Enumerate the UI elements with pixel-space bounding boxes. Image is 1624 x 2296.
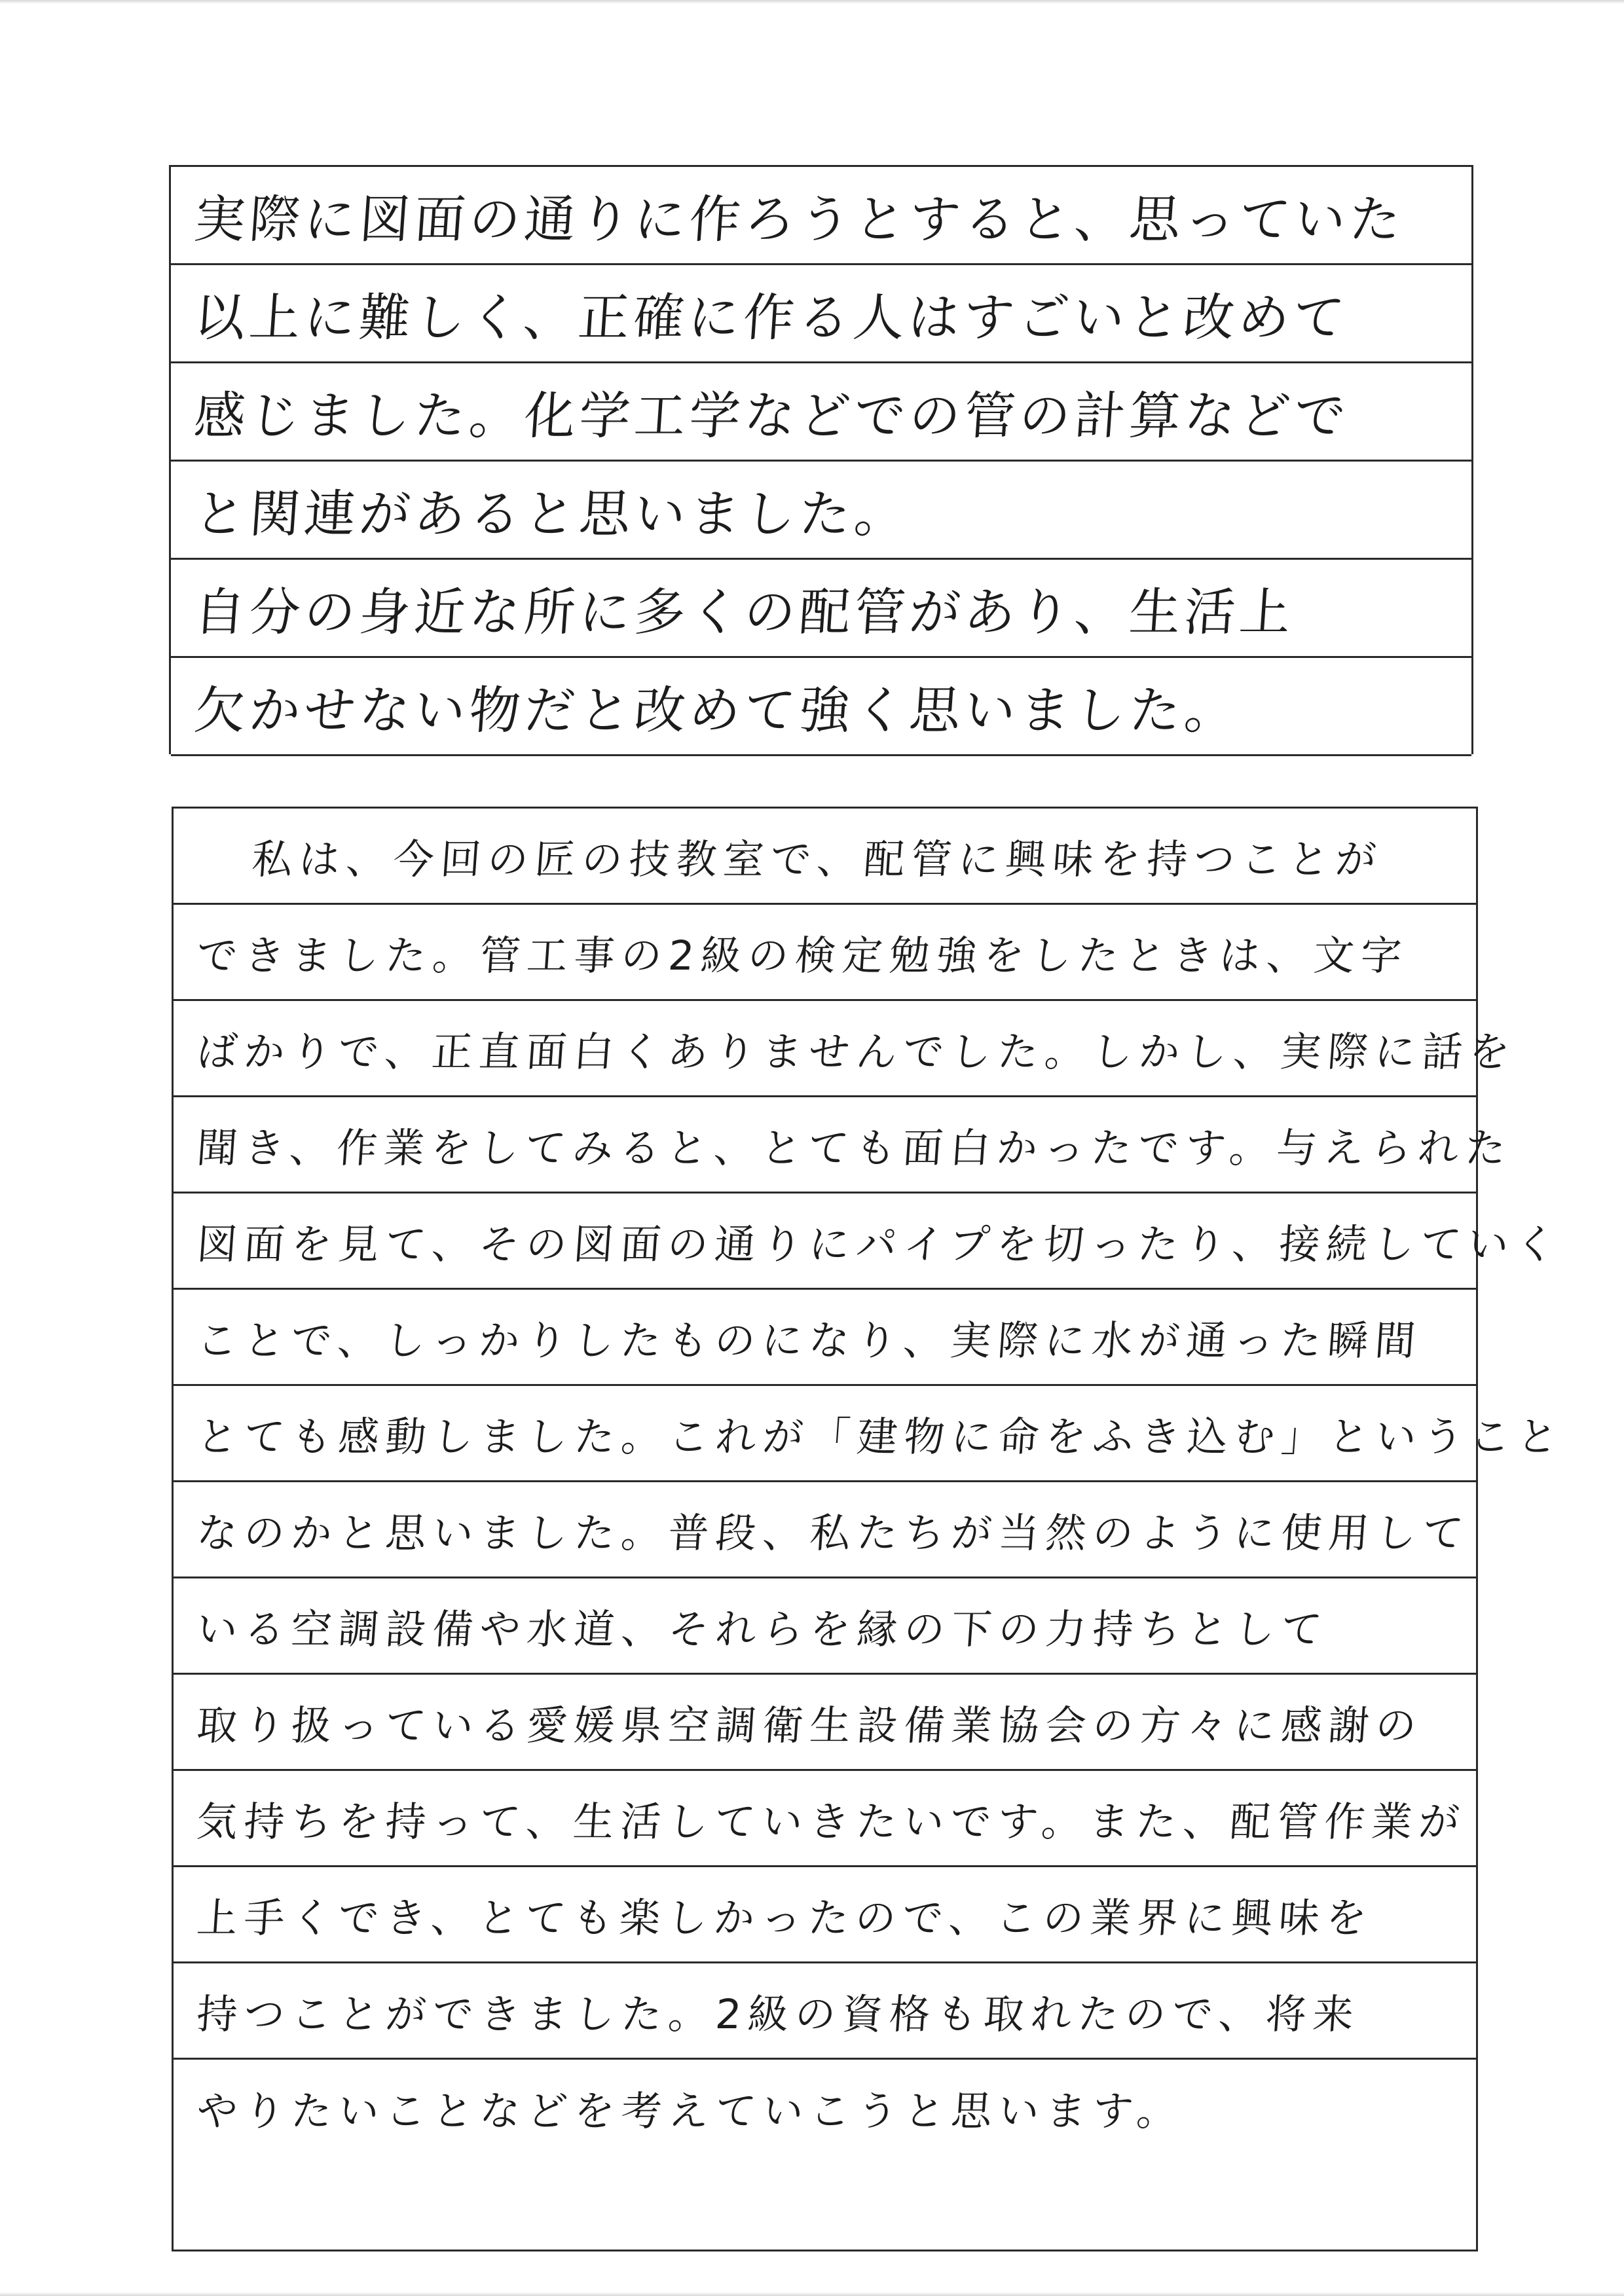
line-text: と関連があると思いました。 bbox=[192, 484, 912, 544]
line-text: 実際に図面の通りに作ろうとすると、思っていた bbox=[192, 190, 1407, 249]
handwritten-line bbox=[174, 1771, 1476, 1867]
handwritten-line bbox=[171, 560, 1471, 658]
line-text: 気持ちを持って、生活していきたいです。また、配管作業が bbox=[195, 1797, 1468, 1846]
handwritten-line bbox=[174, 1097, 1514, 1194]
handwritten-line bbox=[174, 1867, 1476, 1963]
line-text: 聞き、作業をしてみると、とても面白かったです。与えられた bbox=[195, 1123, 1514, 1172]
handwritten-line bbox=[174, 1963, 1476, 2060]
handwritten-line bbox=[174, 2060, 1476, 2156]
line-text: 自分の身近な所に多くの配管があり、生活上 bbox=[192, 583, 1297, 642]
handwritten-line bbox=[171, 167, 1471, 265]
handwritten-line bbox=[174, 1386, 1566, 1482]
line-text: 感じました。化学工学などでの管の計算などで bbox=[192, 386, 1352, 446]
handwritten-line bbox=[174, 1290, 1476, 1386]
line-text: 持つことができました。2級の資格も取れたので、将来 bbox=[195, 1990, 1362, 2038]
handwritten-line bbox=[171, 363, 1471, 462]
line-text: やりたいことなどを考えていこうと思います。 bbox=[195, 2087, 1186, 2135]
handwritten-line bbox=[174, 1675, 1476, 1771]
line-text: ばかりで、正直面白くありませんでした。しかし、実際に話を bbox=[195, 1027, 1518, 1076]
line-text: 以上に難しく、正確に作る人はすごいと改めて bbox=[192, 288, 1351, 348]
line-text: なのかと思いました。普段、私たちが当然のように使用して bbox=[195, 1508, 1472, 1557]
handwritten-line bbox=[174, 1001, 1518, 1097]
impression-box-short bbox=[169, 165, 1473, 754]
line-text: できました。管工事の2級の検定勉強をしたときは、文字 bbox=[195, 931, 1410, 979]
handwritten-line bbox=[174, 1482, 1476, 1578]
line-text: 取り扱っている愛媛県空調衛生設備業協会の方々に感謝の bbox=[195, 1701, 1425, 1749]
handwritten-line bbox=[171, 462, 1471, 560]
line-text: 欠かせない物だと改めて強く思いました。 bbox=[192, 681, 1242, 740]
line-text: 上手くでき、とても楽しかったので、この業界に興味を bbox=[195, 1893, 1375, 1942]
line-text: 私は、今回の匠の技教室で、配管に興味を持つことが bbox=[250, 835, 1384, 883]
handwritten-line bbox=[174, 809, 1476, 905]
line-text: ことで、しっかりしたものになり、実際に水が通った瞬間 bbox=[195, 1316, 1424, 1364]
line-text: いる空調設備や水道、それらを縁の下の力持ちとして bbox=[195, 1605, 1331, 1653]
handwritten-line bbox=[174, 1194, 1564, 1290]
scan-bottom-edge bbox=[0, 2292, 1624, 2296]
handwritten-line bbox=[171, 658, 1471, 756]
line-text: とても感動しました。これが「建物に命をふき込む」ということ bbox=[195, 1412, 1566, 1461]
handwritten-line bbox=[174, 905, 1476, 1001]
handwritten-line bbox=[171, 265, 1471, 363]
scan-top-edge bbox=[0, 0, 1624, 4]
impression-box-long bbox=[172, 807, 1566, 2251]
line-text: 図面を見て、その図面の通りにパイプを切ったり、接続していく bbox=[195, 1220, 1564, 1268]
handwritten-line bbox=[174, 1578, 1476, 1675]
